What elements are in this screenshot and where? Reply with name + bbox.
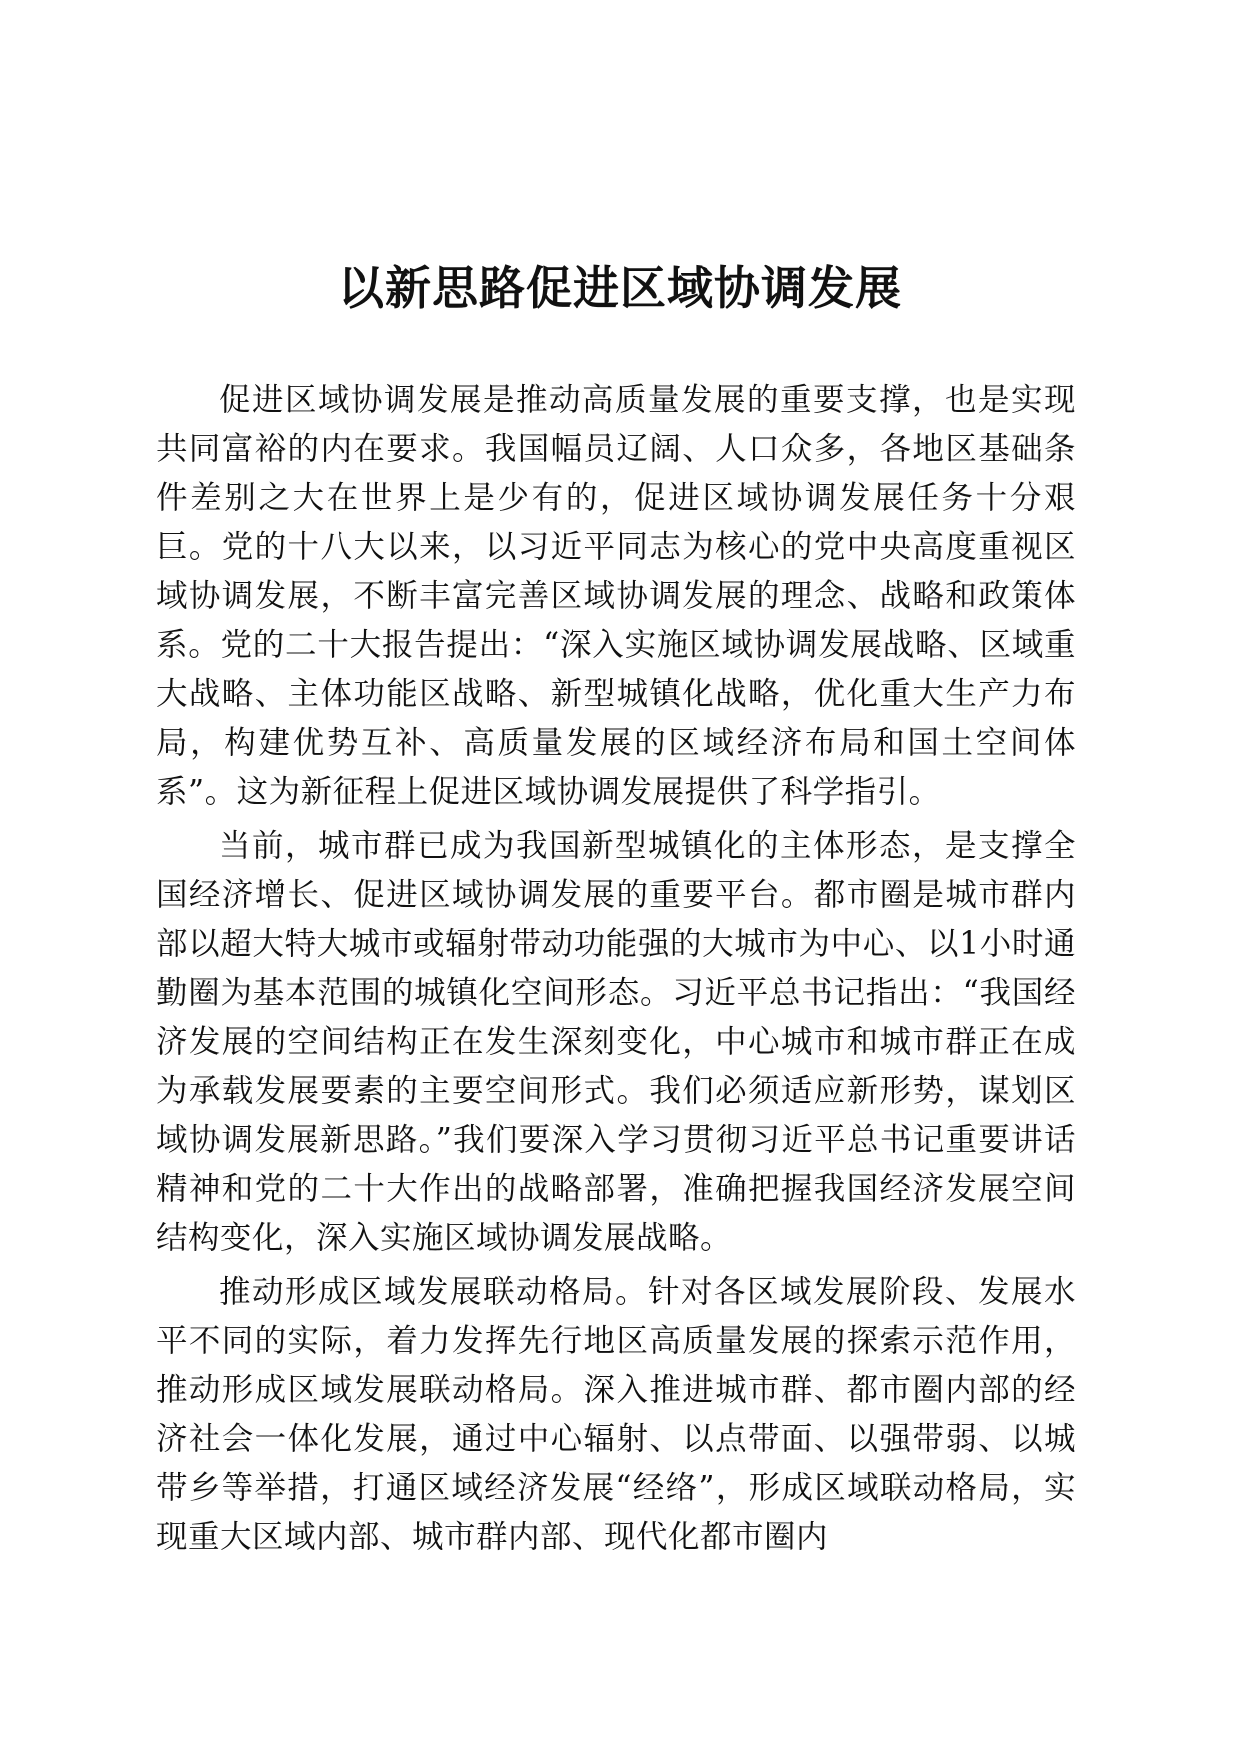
paragraph-2: 当前，城市群已成为我国新型城镇化的主体形态，是支撑全国经济增长、促进区域协调发展的重要平台。都市圈是城市群内部以超大特大城市或辐射带动功能强的大城市为中心、以1小时通勤圈为基本范围的城镇化空间形态。习近平总书记指出：“我国经济发展的空间结构正在发生深刻变化，中心城市和城市群正在成为承载发展要素的主要空间形式。我们必须适应新形势，谋划区域协调发展新思路。”我们要深入学习贯彻习近平总书记重要讲话精神和党的二十大作出的战略部署，准确把握我国经济发展空间结构变化，深入实施区域协调发展战略。	[156, 828, 1076, 1256]
document-body	[156, 376, 1076, 1562]
document-title: 以新思路促进区域协调发展	[338, 261, 902, 315]
paragraph-1: 促进区域协调发展是推动高质量发展的重要支撑，也是实现共同富裕的内在要求。我国幅员辽阔、人口众多，各地区基础条件差别之大在世界上是少有的，促进区域协调发展任务十分艰巨。党的十八大以来，以习近平同志为核心的党中央高度重视区域协调发展，不断丰富完善区域协调发展的理念、战略和政策体系。党的二十大报告提出：“深入实施区域协调发展战略、区域重大战略、主体功能区战略、新型城镇化战略，优化重大生产力布局，构建优势互补、高质量发展的区域经济布局和国土空间体系”。这为新征程上促进区域协调发展提供了科学指引。	[156, 382, 1076, 810]
paragraph-3: 推动形成区域发展联动格局。针对各区域发展阶段、发展水平不同的实际，着力发挥先行地区高质量发展的探索示范作用，推动形成区域发展联动格局。深入推进城市群、都市圈内部的经济社会一体化发展，通过中心辐射、以点带面、以强带弱、以城带乡等举措，打通区域经济发展“经络”，形成区域联动格局，实现重大区域内部、城市群内部、现代化都市圈内	[156, 1274, 1076, 1555]
